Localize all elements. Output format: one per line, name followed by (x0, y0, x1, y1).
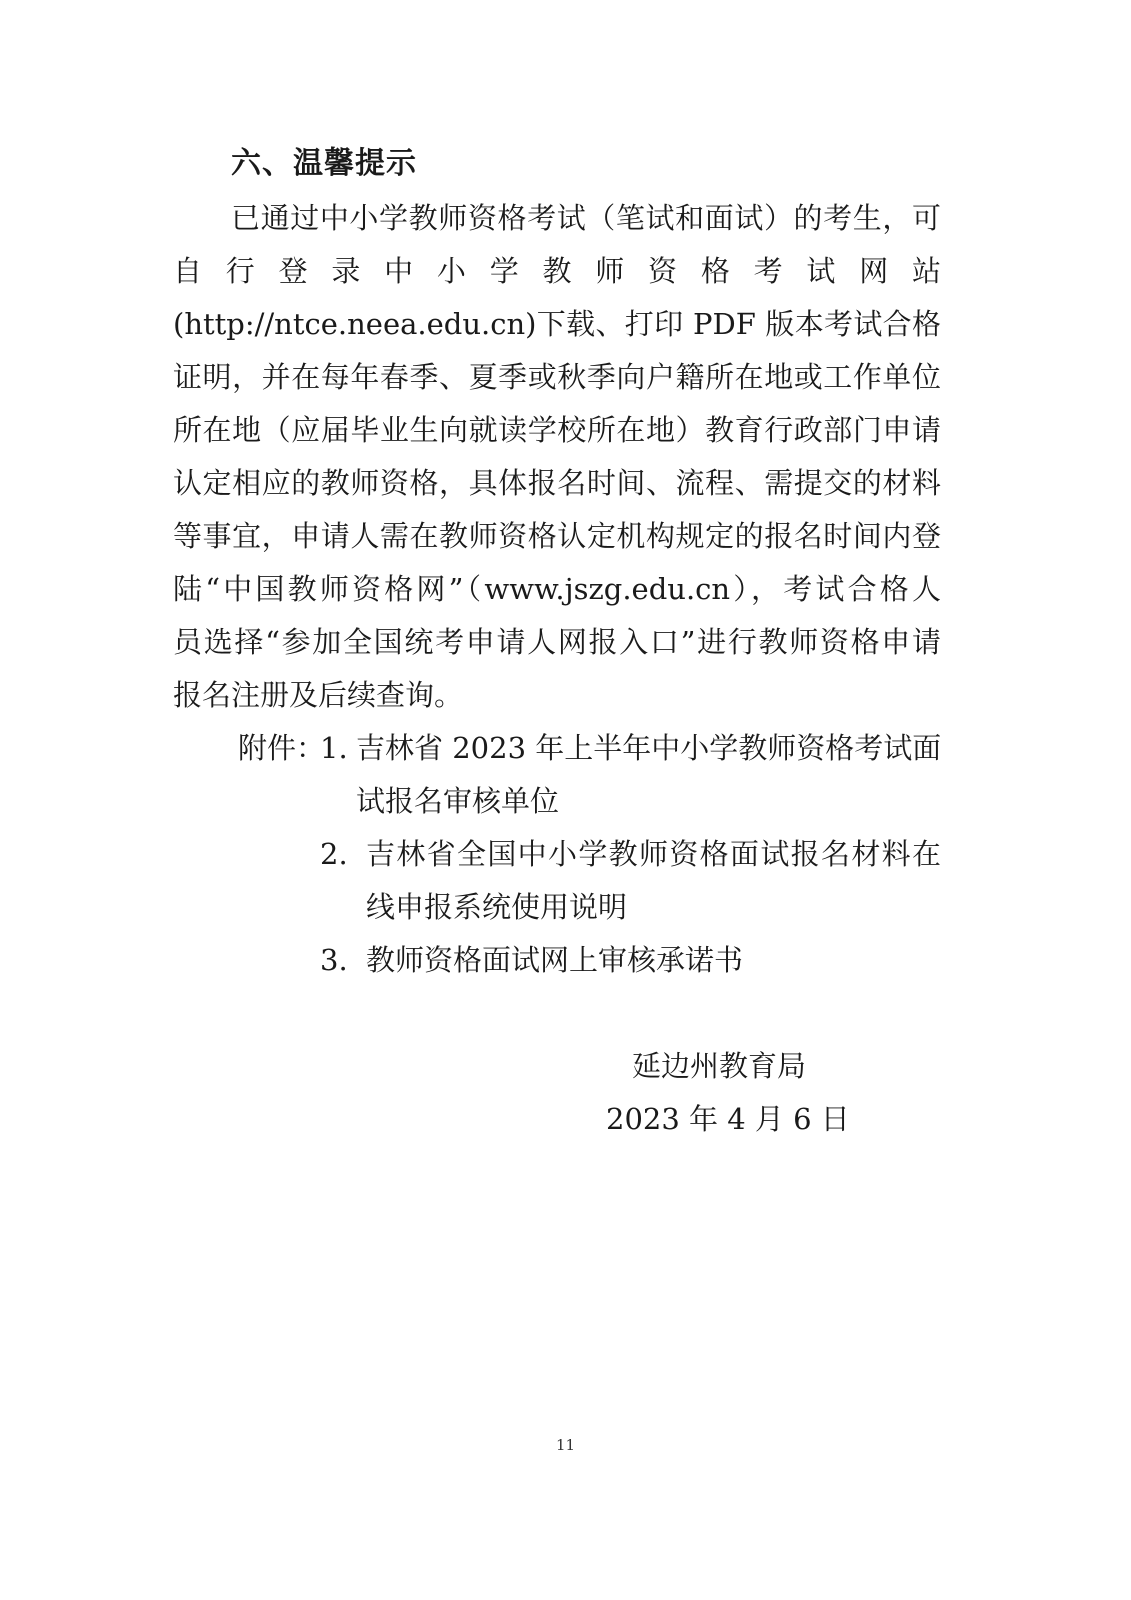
paragraph-line: (http://ntce.neea.edu.cn)下载、打印 PDF 版本考试合格 (173, 307, 941, 341)
attachments-label: 附件： (238, 731, 326, 765)
attachment-title: 吉林省全国中小学教师资格面试报名材料在 (366, 837, 941, 871)
section-heading: 六、温馨提示 (231, 146, 417, 181)
paragraph-line: 报名注册及后续查询。 (173, 678, 464, 712)
paragraph-line: 所在地（应届毕业生向就读学校所在地）教育行政部门申请 (173, 413, 941, 447)
issue-date: 2023 年 4 月 6 日 (606, 1102, 850, 1136)
attachment-number: 3. (320, 943, 348, 977)
attachment-title: 教师资格面试网上审核承诺书 (366, 943, 744, 977)
paragraph-line: 自行登录中小学教师资格考试网站 (173, 254, 941, 288)
attachment-number: 1. (320, 731, 348, 765)
paragraph-line: 证明，并在每年春季、夏季或秋季向户籍所在地或工作单位 (173, 360, 941, 394)
issuing-organization: 延边州教育局 (632, 1049, 807, 1083)
paragraph-line: 已通过中小学教师资格考试（笔试和面试）的考生，可 (231, 201, 941, 235)
attachment-number: 2. (320, 837, 348, 871)
paragraph-line: 等事宜，申请人需在教师资格认定机构规定的报名时间内登 (173, 519, 941, 553)
paragraph-line: 陆“中国教师资格网”（www.jszg.edu.cn），考试合格人 (173, 572, 941, 606)
attachment-title: 吉林省 2023 年上半年中小学教师资格考试面 (356, 731, 942, 765)
paragraph-line: 员选择“参加全国统考申请人网报入口”进行教师资格申请 (173, 625, 941, 659)
attachment-title-continued: 试报名审核单位 (356, 784, 560, 818)
paragraph-line: 认定相应的教师资格，具体报名时间、流程、需提交的材料 (173, 466, 941, 500)
attachment-title-continued: 线申报系统使用说明 (366, 890, 628, 924)
page-number: 11 (555, 1436, 576, 1454)
